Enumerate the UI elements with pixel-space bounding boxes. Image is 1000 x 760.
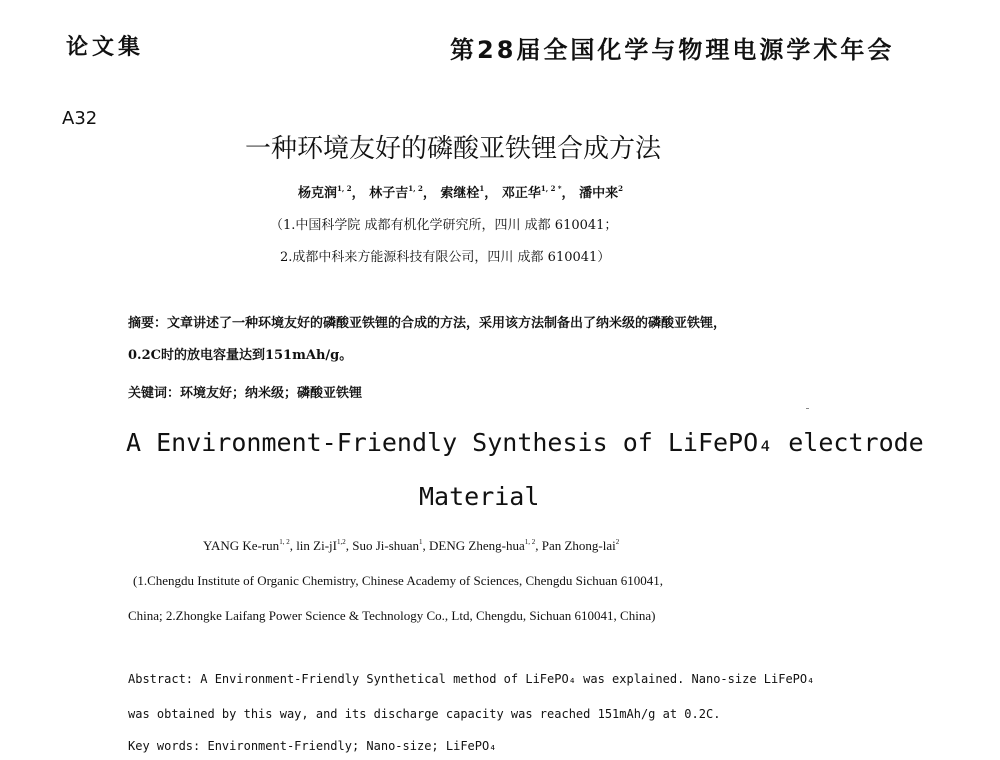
en-affiliation-1: (1.Chengdu Institute of Organic Chemistry, Chinese Academy of Sciences, Chengdu Sichuan 610041, (133, 573, 664, 588)
cn-author-4 (502, 186, 575, 201)
author-separator: , (289, 538, 293, 553)
author-separator: , (422, 538, 426, 553)
author-separator: , (535, 538, 539, 553)
en-author-affil-mark: 1,2 (336, 538, 346, 546)
cn-author-affil-mark: 1, 2 (408, 184, 423, 193)
author-separator: ， (351, 186, 365, 201)
cn-author-name: 邓正华 (501, 186, 541, 201)
cn-author-affil-mark: 1, 2 (337, 184, 352, 193)
cn-author-5 (579, 186, 623, 201)
cn-affiliation-2: 2.成都中科来方能源科技有限公司，四川 成都 610041） (280, 250, 611, 265)
cn-author-name: 林子吉 (369, 186, 409, 201)
en-title-line-2: Material (419, 482, 540, 511)
en-abstract-line-1: Abstract: A Environment-Friendly Synthetical method of LiFePO₄ was explained. Nano-size LiFePO₄ (128, 672, 815, 686)
cn-author-name: 索继栓 (440, 186, 480, 201)
en-affiliation-2: China; 2.Zhongke Laifang Power Science & Technology Co., Ltd, Chengdu, Sichuan 610041, China) (128, 608, 656, 623)
cn-abstract-line-1: 摘要：文章讲述了一种环境友好的磷酸亚铁锂的合成的方法，采用该方法制备出了纳米级的磷酸亚铁锂， (128, 316, 727, 331)
en-author-affil-mark: 1, 2 (279, 538, 290, 546)
cn-author-name: 潘中来 (579, 186, 619, 201)
en-author-name: lin Zi-jI (296, 538, 337, 553)
author-separator: ， (422, 186, 436, 201)
en-author-2 (296, 538, 349, 553)
en-author-1 (203, 538, 293, 553)
en-author-name: Pan Zhong-lai (541, 538, 616, 553)
author-separator: , (345, 538, 349, 553)
en-author-5 (542, 538, 620, 553)
en-author-name: YANG Ke-run (203, 538, 280, 553)
en-author-affil-mark: 1, 2 (524, 538, 536, 546)
en-author-3 (352, 538, 426, 553)
en-author-name: Suo Ji-shuan (352, 538, 420, 553)
cn-affiliation-1: （1.中国科学院 成都有机化学研究所，四川 成都 610041； (270, 218, 618, 233)
en-author-affil-mark: 2 (615, 538, 620, 546)
collection-label: 论文集 (66, 35, 145, 60)
en-abstract-line-2: was obtained by this way, and its discharge capacity was reached 151mAh/g at 0.2C. (128, 707, 721, 721)
cn-author-list (298, 182, 623, 201)
paper-code: A32 (62, 108, 98, 129)
en-author-affil-mark: 1 (419, 538, 423, 546)
cn-keywords: 关键词：环境友好；纳米级；磷酸亚铁锂 (128, 386, 363, 401)
en-author-list (203, 538, 619, 554)
cn-author-affil-mark: 1 (479, 184, 485, 193)
cn-author-affil-mark: 1, 2 * (540, 184, 562, 193)
conference-title: 第28届全国化学与物理电源学术年会 (450, 36, 895, 64)
author-separator: ， (484, 186, 498, 201)
cn-paper-title: 一种环境友好的磷酸亚铁锂合成方法 (245, 134, 662, 164)
cn-author-name: 杨克润 (298, 186, 338, 201)
cn-author-affil-mark: 2 (618, 184, 623, 193)
cn-author-2 (369, 186, 436, 201)
en-title-line-1: A Environment-Friendly Synthesis of LiFePO₄ electrode (126, 428, 924, 457)
author-separator: ， (561, 186, 575, 201)
scan-artifact-dot (806, 408, 809, 409)
cn-abstract-line-2: 0.2C时的放电容量达到151mAh/g。 (128, 348, 353, 363)
cn-author-3 (440, 186, 497, 201)
cn-author-1 (298, 186, 365, 201)
en-author-4 (429, 538, 538, 553)
en-keywords: Key words: Environment-Friendly; Nano-size; LiFePO₄ (128, 739, 497, 753)
en-author-name: DENG Zheng-hua (429, 538, 525, 553)
